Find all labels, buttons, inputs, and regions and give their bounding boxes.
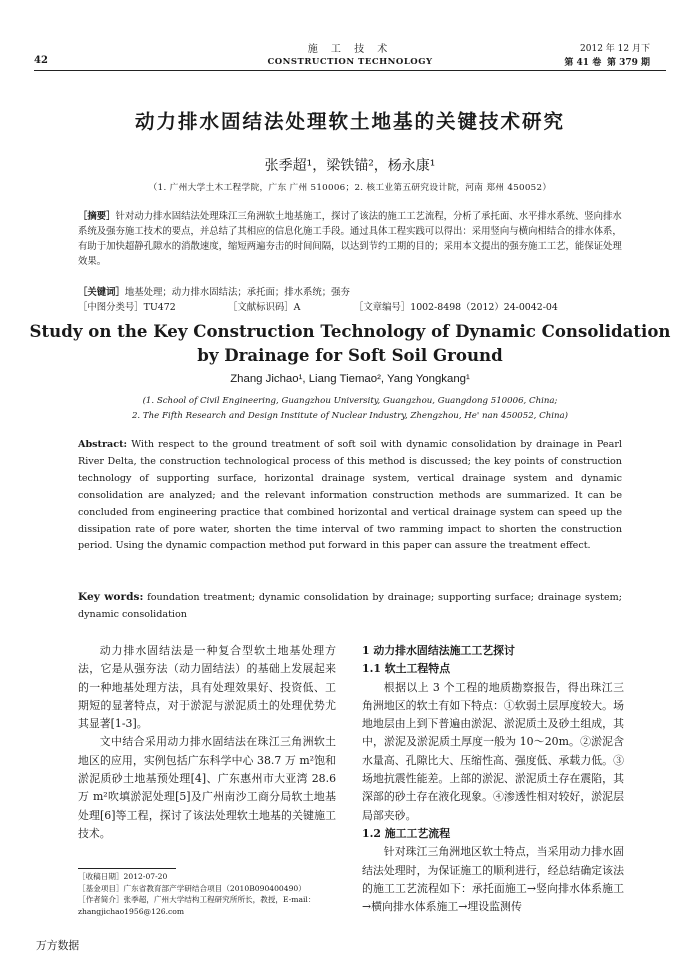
section-heading-1-2 xyxy=(362,825,624,843)
journal-name-cn: 施 工 技 术 xyxy=(307,44,393,55)
abstract-en xyxy=(78,437,622,555)
footnote-author: ［作者简介］张季超，广州大学结构工程研究所所长，教授，E-mail：zhangjichao1956@126.com xyxy=(78,895,316,916)
body-paragraph-4: 针对珠江三角洲地区软土特点，当采用动力排水固结法处理时，为保证施工的顺利进行，经总结确定该法的施工工艺流程如下：承托面施工→竖向排水体系施工→横向排水体系施工→埋设监测传 xyxy=(362,845,624,914)
page-number: 42 xyxy=(34,55,48,66)
title-en xyxy=(0,319,700,367)
body-paragraph-2: 文中结合采用动力排水固结法在珠江三角洲软土地区的应用，实例包括广东科学中心 38.7 万 m²饱和淤泥质砂土地基预处理[4]、广东惠州市大亚湾 28.6 万 m²吹填淤泥处理[5]及广州南沙工商分局软土地基处理[6]等工程，探讨了该法处理软土地基的关键施工技术。 xyxy=(78,735,336,840)
section-heading-1-1 xyxy=(362,660,624,678)
affiliation-en xyxy=(0,394,700,424)
footnotes xyxy=(78,871,338,917)
body-left-column xyxy=(78,642,336,843)
class-number: ［中图分类号］TU472 xyxy=(78,302,176,313)
watermark: 万方数据 xyxy=(36,939,80,952)
authors-en: Zhang Jichao¹, Liang Tiemao², Yang Yongkang¹ xyxy=(230,373,470,385)
keywords-en-text: foundation treatment; dynamic consolidation by drainage; supporting surface; drainage system; dynamic consolidation xyxy=(78,592,622,620)
title-en-line2: by Drainage for Soft Soil Ground xyxy=(197,345,503,365)
issue-info xyxy=(564,42,650,70)
keywords-cn xyxy=(78,284,626,298)
abstract-cn-text: 针对动力排水固结法处理珠江三角洲软土地基施工，探讨了该法的施工工艺流程，分析了承托面、水平排水系统、竖向排水系统及强夯施工技术的要点，并总结了其相应的信息化施工手段。通过具体工程实践可以得出：采用竖向与横向相结合的排水体系，有助于加快超静孔隙水的消散速度，缩短两遍夯击的时间间隔，以达到节约工期的目的；采用本文提出的强夯施工工艺，能保证处理效果。 xyxy=(78,211,622,267)
affiliation-cn: （1. 广州大学土木工程学院，广东 广州 510006；2. 核工业第五研究设计院，河南 郑州 450052） xyxy=(148,183,552,193)
issue-date: 2012 年 12 月下 xyxy=(580,44,650,54)
abstract-en-label: Abstract: xyxy=(78,439,128,450)
title-en-line1: Study on the Key Construction Technology of Dynamic Consolidation xyxy=(29,321,671,341)
footnote-received: ［收稿日期］2012-07-20 xyxy=(78,872,168,881)
body-paragraph-3: 根据以上 3 个工程的地质勘察报告，得出珠江三角洲地区的软土有如下特点：①软弱土层厚度较大。场地地层由上到下普遍由淤泥、淤泥质土及砂土组成，其中，淤泥及淤泥质土厚度一般为 10～20m。②淤泥含水量高、孔隙比大、压缩性高、强度低、承载力低。③场地抗震性能差。上部的淤泥、淤泥质土存在震陷，其深部的砂土存在液化现象。④渗透性相对较好，淤泥层局部夹砂。 xyxy=(362,680,624,822)
keywords-en-label: Key words: xyxy=(78,591,144,603)
journal-name-en: CONSTRUCTION TECHNOLOGY xyxy=(267,57,433,67)
keywords-en xyxy=(78,589,622,624)
affiliation-en-2: 2. The Fifth Research and Design Institute of Nuclear Industry, Zhengzhou, He' nan 450052, China) xyxy=(131,411,569,421)
article-number: ［文章编号］1002-8498（2012）24-0042-04 xyxy=(354,302,558,313)
header-rule xyxy=(34,70,666,71)
issue-number: 第 379 期 xyxy=(606,58,650,68)
section-heading-1-text: 1 动力排水固结法施工工艺探讨 xyxy=(362,644,515,657)
footnote-rule xyxy=(78,868,176,869)
abstract-cn xyxy=(78,209,626,269)
keywords-cn-label: ［关键词］ xyxy=(78,287,125,298)
footnote-fund: ［基金项目］广东省教育部产学研结合项目（2010B090400490） xyxy=(78,883,306,893)
body-paragraph-1: 动力排水固结法是一种复合型软土地基处理方法，它是从强夯法（动力固结法）的基础上发展起来的一种地基处理方法，具有处理效果好、投资低、工期短的显著特点，对于淤泥与淤泥质土的处理优势尤其显著[1-3]。 xyxy=(78,644,336,731)
keywords-cn-text: 地基处理；动力排水固结法；承托面；排水系统；强夯 xyxy=(124,287,350,298)
section-heading-1-1-text: 1.1 软土工程特点 xyxy=(362,662,451,676)
document-code: ［文献标识码］A xyxy=(228,302,301,313)
affiliation-en-1: (1. School of Civil Engineering, Guangzhou University, Guangzhou, Guangdong 510006, China; xyxy=(142,396,558,406)
abstract-cn-label: ［摘要］ xyxy=(78,211,116,222)
body-right-column xyxy=(362,642,624,916)
authors-cn: 张季超¹，梁铁锚²，杨永康¹ xyxy=(264,158,436,174)
section-heading-1-2-text: 1.2 施工工艺流程 xyxy=(362,826,451,840)
title-cn: 动力排水固结法处理软土地基的关键技术研究 xyxy=(134,110,565,133)
section-heading-1 xyxy=(362,642,624,660)
abstract-en-text: With respect to the ground treatment of soft soil with dynamic consolidation by drainage in Pearl River Delta, the construction technological process of this method is discussed; the key points of construction technology of supporting surface, horizontal drainage system, vertical drainage system and dynamic consolidation are analyzed; and the relevant information construction methods are summarized. It can be concluded from engineering practice that combined horizontal and vertical drainage system can speed up the dissipation rate of pore water, shorten the time interval of two ramming impact to shorten the construction period. Using the dynamic compaction method put forward in this paper can assure the treatment effect. xyxy=(78,439,622,552)
issue-volume: 第 41 卷 xyxy=(564,58,602,68)
